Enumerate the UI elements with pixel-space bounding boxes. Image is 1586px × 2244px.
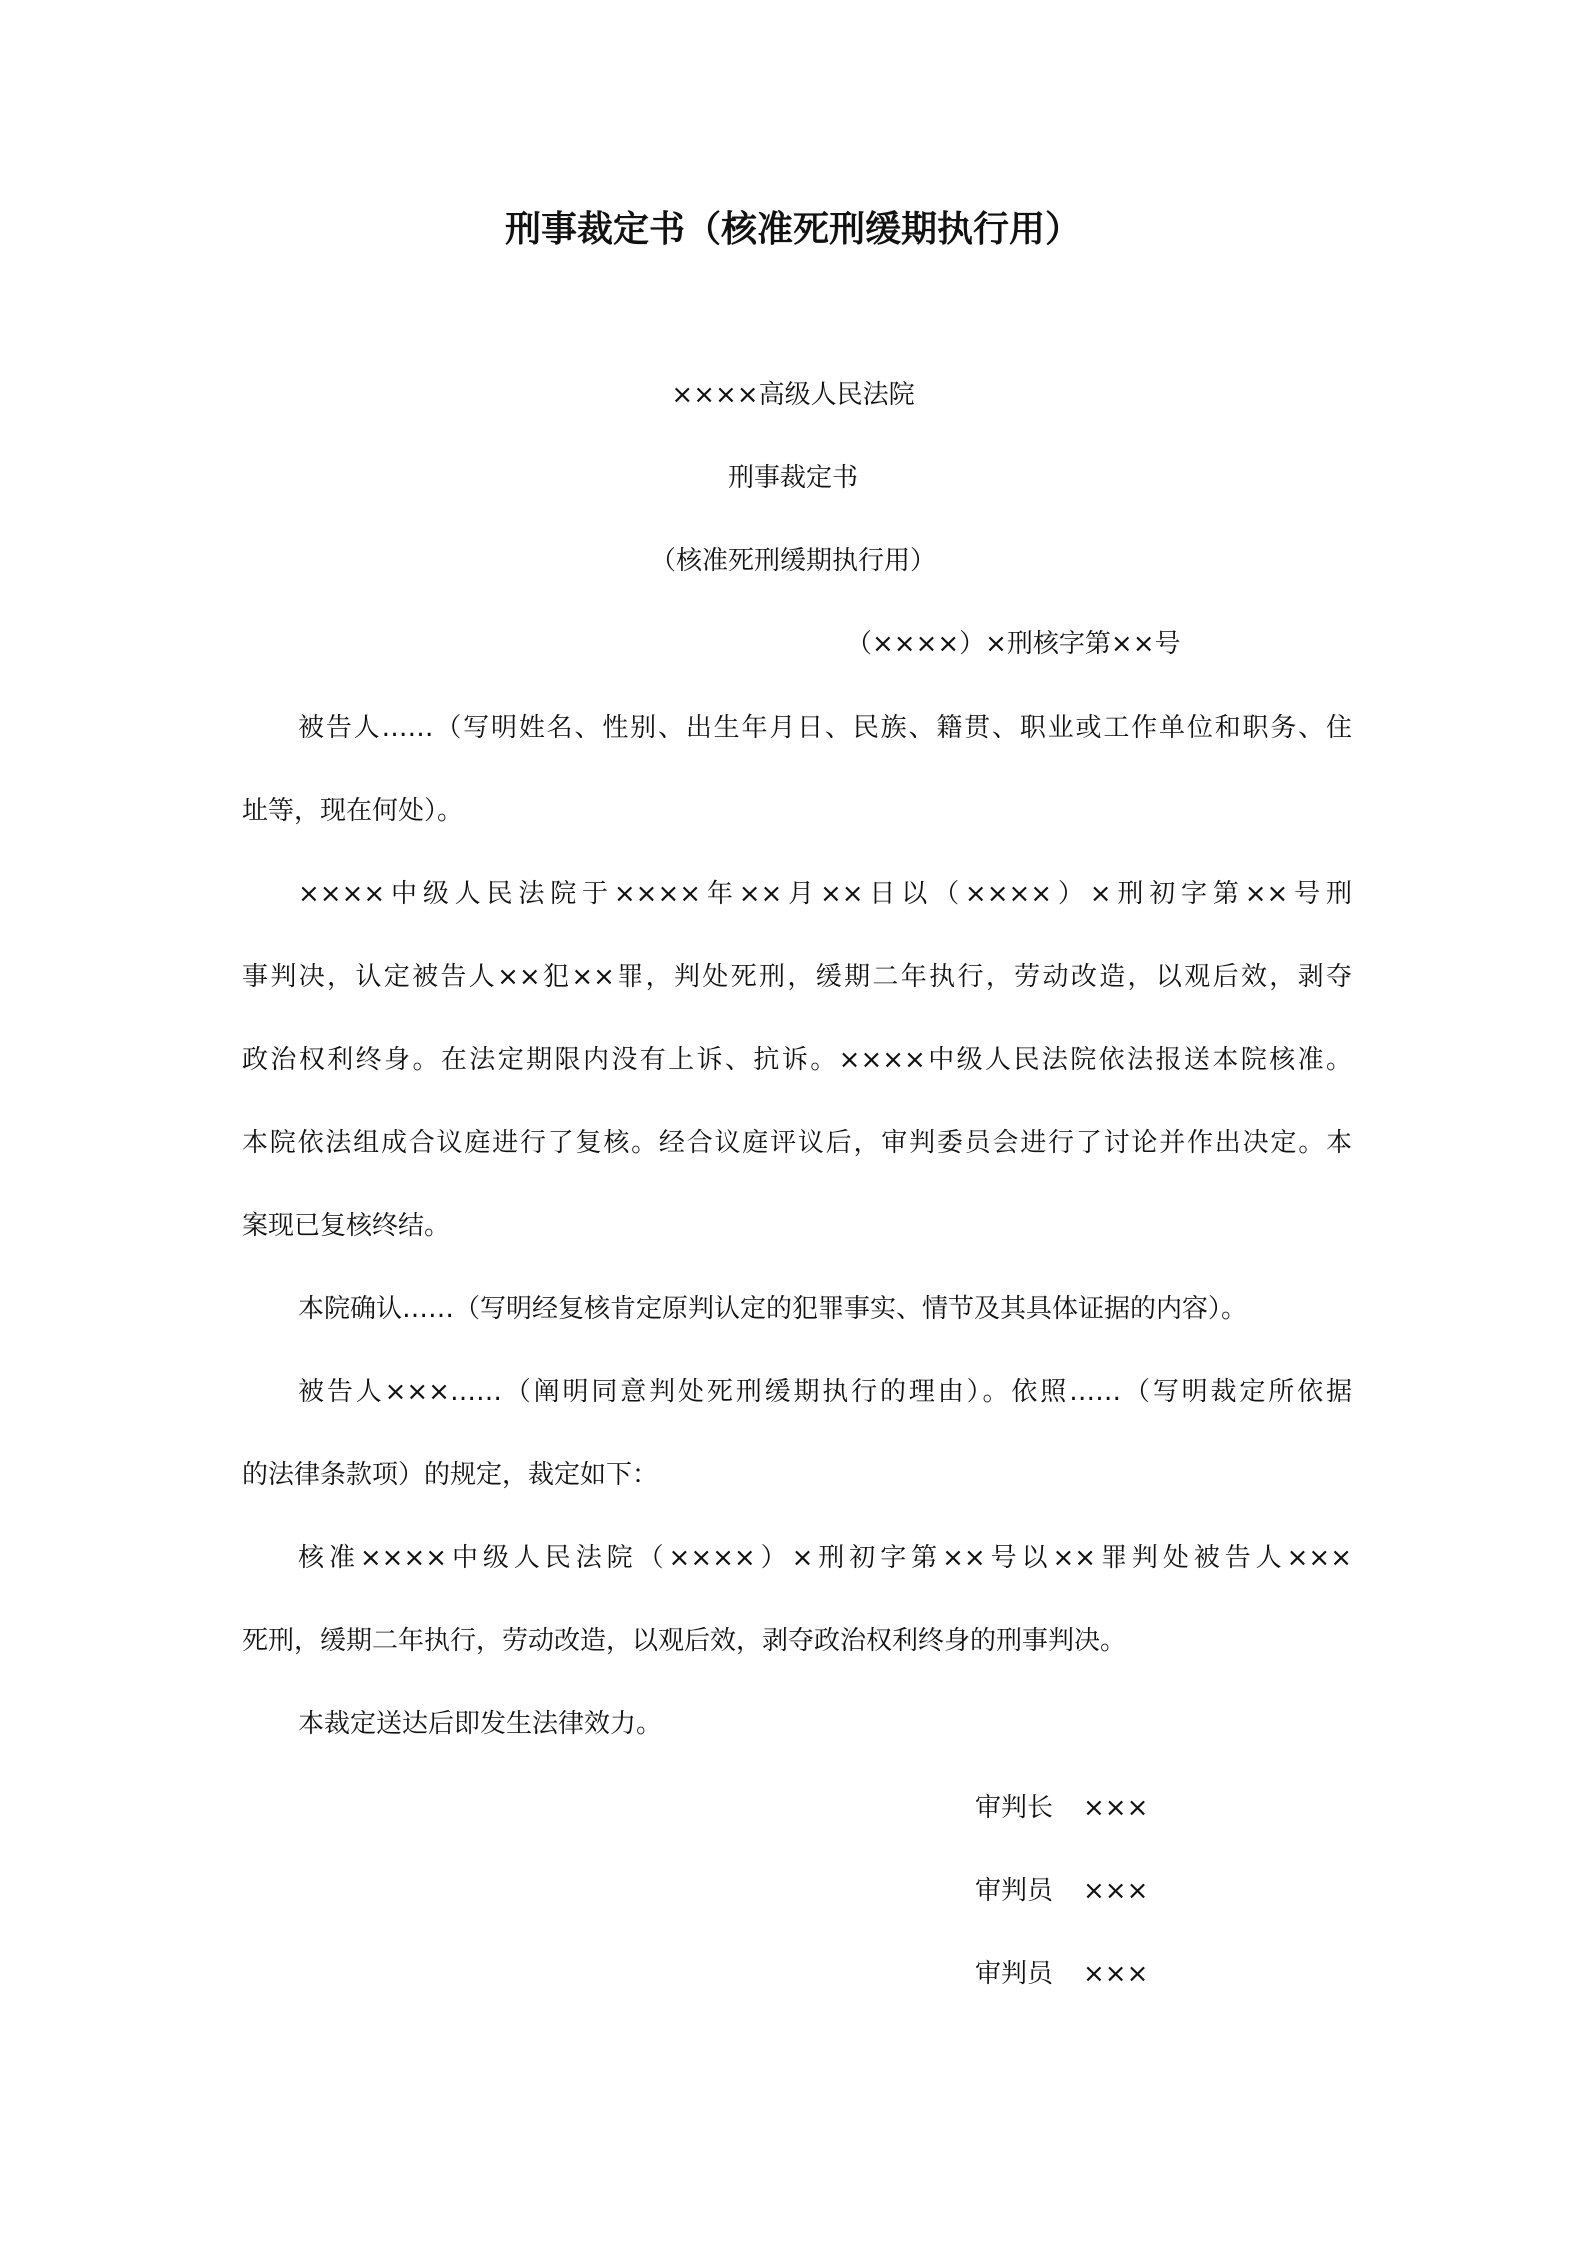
paragraph-facts-line-1: 本院确认……（写明经复核肯定原判认定的犯罪事实、情节及其具体证据的内容）。 (298, 1294, 1248, 1324)
paragraph-reasoning-line-2: 的法律条款项）的规定，裁定如下： (242, 1460, 659, 1490)
document-subtitle: （核准死刑缓期执行用） (649, 546, 936, 576)
paragraph-procedure-line-5: 案现已复核终结。 (242, 1211, 451, 1241)
paragraph-ruling-line-1: 核准××××中级人民法院（××××）×刑初字第××号以××罪判处被告人××× (298, 1543, 1352, 1573)
signature-role: 审判员 (975, 1959, 1054, 1989)
signature-name: ××× (1083, 1959, 1149, 1989)
paragraph-ruling-line-2: 死刑，缓期二年执行，劳动改造，以观后效，剥夺政治权利终身的刑事判决。 (242, 1626, 1127, 1656)
paragraph-procedure-line-2: 事判决，认定被告人××犯××罪，判处死刑，缓期二年执行，劳动改造，以观后效，剥夺 (242, 962, 1352, 992)
document-title: 刑事裁定书（核准死刑缓期执行用） (504, 209, 1081, 250)
signature-role: 审判员 (975, 1876, 1054, 1906)
signature-role: 审判长 (975, 1793, 1054, 1823)
paragraph-effect-line-1: 本裁定送达后即发生法律效力。 (298, 1709, 663, 1739)
paragraph-reasoning-line-1: 被告人×××……（阐明同意判处死刑缓期执行的理由）。依照……（写明裁定所依据 (298, 1377, 1352, 1407)
paragraph-procedure-line-3: 政治权利终身。在法定期限内没有上诉、抗诉。××××中级人民法院依法报送本院核准。 (242, 1045, 1352, 1075)
court-name: ××××高级人民法院 (671, 380, 915, 410)
case-number: （××××）×刑核字第××号 (846, 629, 1181, 659)
signature-judge-1 (975, 1871, 1148, 1911)
signature-name: ××× (1083, 1876, 1149, 1906)
document-type: 刑事裁定书 (727, 463, 858, 493)
paragraph-procedure-line-4: 本院依法组成合议庭进行了复核。经合议庭评议后，审判委员会进行了讨论并作出决定。本 (242, 1128, 1352, 1158)
signature-presiding-judge (975, 1788, 1148, 1828)
paragraph-defendant-line-1: 被告人……（写明姓名、性别、出生年月日、民族、籍贯、职业或工作单位和职务、住 (298, 713, 1352, 743)
paragraph-defendant-line-2: 址等，现在何处）。 (242, 796, 464, 826)
signature-name: ××× (1083, 1793, 1149, 1823)
signature-judge-2 (975, 1954, 1148, 1994)
paragraph-procedure-line-1: ××××中级人民法院于××××年××月××日以（××××）×刑初字第××号刑 (298, 879, 1352, 909)
